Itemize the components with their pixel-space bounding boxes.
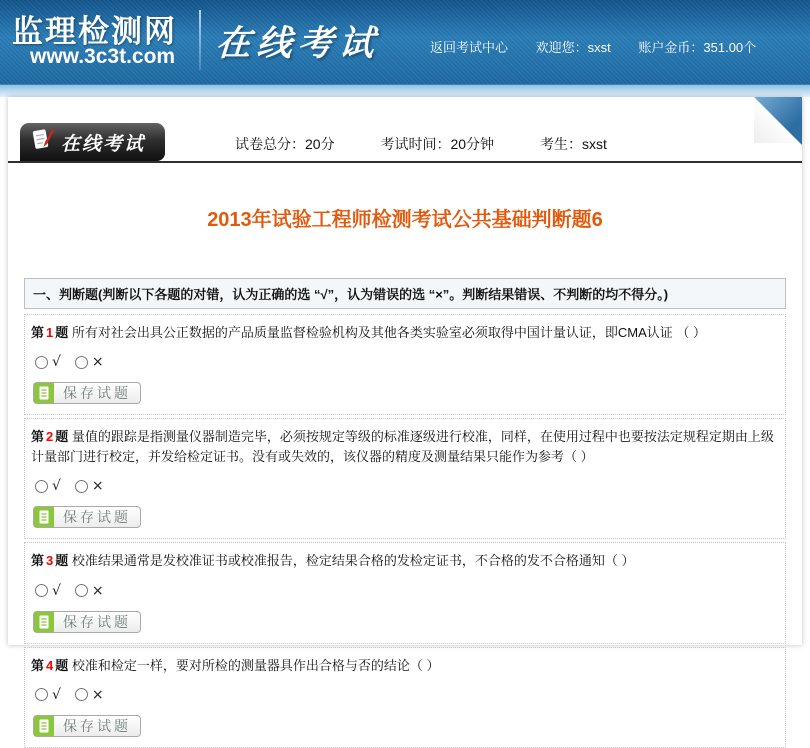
- tab-label: 在线考试: [61, 133, 146, 155]
- section-header: 一、判断题(判断以下各题的对错，认为正确的选 “√”，认为错误的选 “×”。判断结果错误、不判断的均不得分。): [24, 278, 786, 309]
- question-block-2: [24, 418, 786, 539]
- save-button-label: 保存试题: [63, 385, 131, 402]
- question-label-suffix: 题: [55, 657, 69, 673]
- question-text: 校准和检定一样，要对所检的测量器具作出合格与否的结论（ ）: [71, 657, 440, 673]
- question-number: 2: [46, 429, 54, 445]
- question-options: [35, 687, 779, 703]
- save-icon: [34, 507, 54, 527]
- question-label-suffix: 题: [55, 325, 69, 340]
- exam-info-bar: [235, 134, 649, 161]
- option-true-label: √: [52, 354, 61, 371]
- question-label-prefix: 第: [31, 553, 45, 569]
- save-icon: [34, 716, 54, 736]
- question-number: 3: [46, 553, 54, 569]
- option-true-label: √: [52, 582, 61, 599]
- question-text-line: [31, 656, 779, 676]
- radio-true[interactable]: [35, 688, 48, 701]
- question-text: 量值的跟踪是指测量仪器制造完毕，必须按规定等级的标准逐级进行校准，同样，在使用过程中也要按法定规程定期由上级计量部门进行校定，并发给检定证书。没有或失效的，该仪器的精度及测量结果只能作为参考（ ）: [31, 429, 774, 465]
- option-false-label: ×: [91, 478, 104, 495]
- back-to-exam-center-link[interactable]: 返回考试中心: [430, 40, 509, 55]
- account-coins-text: 账户金币：351.00个: [638, 40, 757, 55]
- question-label-prefix: 第: [31, 429, 45, 445]
- save-icon: [34, 383, 54, 403]
- save-question-button[interactable]: [33, 506, 141, 528]
- question-label-prefix: 第: [31, 325, 45, 340]
- question-text: 所有对社会出具公正数据的产品质量监督检验机构及其他各类实验室必须取得中国计量认证，即CMA认证 （ ）: [71, 325, 707, 340]
- exam-duration: 考试时间：20分钟: [380, 136, 495, 152]
- radio-true[interactable]: [35, 480, 48, 493]
- save-question-button[interactable]: [33, 382, 141, 404]
- site-url: www.3c3t.com: [30, 45, 176, 68]
- radio-true[interactable]: [35, 584, 48, 597]
- radio-false[interactable]: [75, 356, 88, 369]
- page-curl-decoration: [754, 97, 802, 149]
- notepad-pen-icon: [32, 127, 54, 157]
- question-options: [35, 583, 779, 599]
- question-number: 1: [46, 325, 54, 340]
- header-nav: [430, 37, 780, 56]
- question-block-4: [24, 647, 786, 748]
- exam-examinee: 考生：sxst: [539, 136, 607, 152]
- page-title: 在线考试: [214, 24, 382, 63]
- radio-true[interactable]: [35, 356, 48, 369]
- option-false-label: ×: [91, 354, 104, 371]
- site-header: [0, 0, 810, 84]
- logo-divider: [199, 10, 201, 70]
- save-button-label: 保存试题: [63, 717, 131, 734]
- exam-total-score: 试卷总分：20分: [235, 136, 335, 152]
- option-true-label: √: [52, 478, 61, 495]
- question-block-1: [24, 314, 786, 415]
- question-list: [24, 314, 786, 748]
- question-text-line: [31, 427, 779, 467]
- option-true-label: √: [52, 686, 61, 703]
- save-button-label: 保存试题: [63, 613, 131, 630]
- question-number: 4: [46, 657, 54, 673]
- question-options: [35, 478, 779, 494]
- question-label-prefix: 第: [31, 657, 45, 673]
- question-block-3: [24, 542, 786, 643]
- question-text-line: [31, 551, 779, 571]
- site-logo-text: 监理检测网: [12, 14, 177, 49]
- welcome-text: 欢迎您：sxst: [535, 40, 611, 55]
- radio-false[interactable]: [75, 688, 88, 701]
- radio-false[interactable]: [75, 584, 88, 597]
- question-text-line: [31, 323, 779, 343]
- question-label-suffix: 题: [55, 553, 69, 569]
- radio-false[interactable]: [75, 480, 88, 493]
- option-false-label: ×: [91, 582, 104, 599]
- save-question-button[interactable]: [33, 715, 141, 737]
- content-page: [8, 97, 802, 734]
- save-icon: [34, 612, 54, 632]
- header-strip: [0, 84, 810, 97]
- tab-online-exam[interactable]: [20, 123, 165, 161]
- question-text: 校准结果通常是发校准证书或校准报告，检定结果合格的发检定证书，不合格的发不合格通知（ ）: [71, 553, 635, 569]
- save-button-label: 保存试题: [63, 509, 131, 526]
- tab-row: [8, 97, 802, 163]
- question-label-suffix: 题: [55, 429, 69, 445]
- question-options: [35, 354, 779, 370]
- save-question-button[interactable]: [33, 611, 141, 633]
- option-false-label: ×: [91, 686, 104, 703]
- exam-paper-title: 2013年试验工程师检测考试公共基础判断题6: [207, 209, 603, 231]
